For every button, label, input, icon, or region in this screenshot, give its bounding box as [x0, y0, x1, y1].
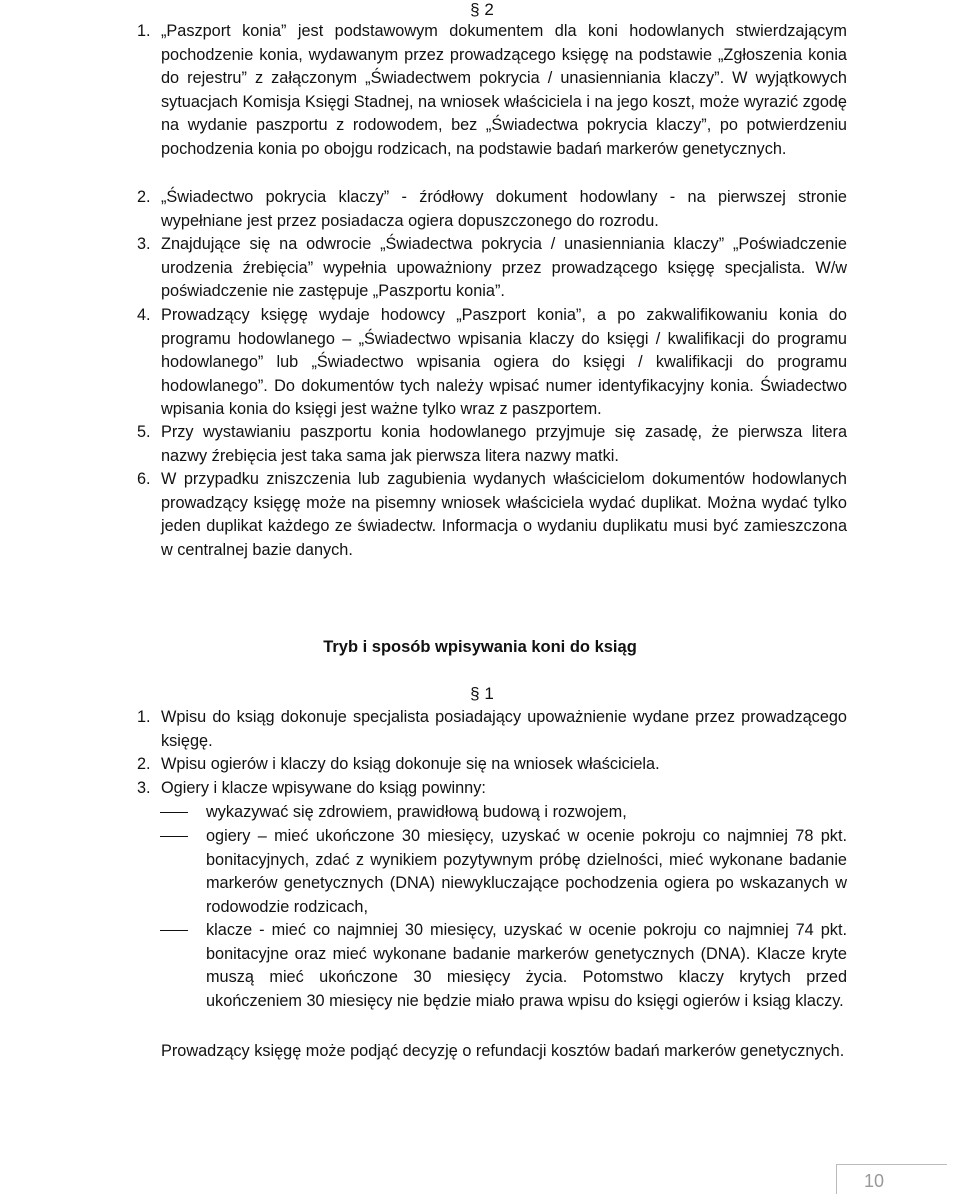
dash-list-item-2: [160, 825, 847, 919]
dash-bullet-icon: [160, 836, 188, 837]
rule-item-2: [137, 753, 847, 777]
rule-item-1: [137, 706, 847, 753]
paragraph-item-1: [137, 20, 847, 161]
closing-paragraph: Prowadzący księgę może podjąć decyzję o refundacji kosztów badań markerów genetycznych.: [161, 1042, 845, 1060]
section-mark-1: § 1: [470, 684, 494, 703]
item-text: Ogiery i klacze wpisywane do ksiąg powinny:: [161, 779, 486, 797]
dash-list-item-1: [160, 801, 847, 825]
item-text: Znajdujące się na odwrocie „Świadectwa pokrycia / unasienniania klaczy” „Poświadczenie urodzenia źrebięcia” wypełnia upoważniony przez prowadzącego księgę specjalista. W/w poświadczenie nie zastępuje „Paszportu konia”.: [161, 235, 847, 300]
item-number: 1.: [137, 22, 151, 40]
item-number: 3.: [137, 235, 151, 253]
item-text: „Paszport konia” jest podstawowym dokumentem dla koni hodowlanych stwierdzającym pochodzenie konia, wydawanym przez prowadzącego księgę na podstawie „Zgłoszenia konia do rejestru” z załączonym „Świadectwem pokrycia / unasienniania klaczy”. W wyjątkowych sytuacjach Komisja Księgi Stadnej, na wniosek właściciela i na jego koszt, może wyrazić zgodę na wydanie paszportu z rodowodem, bez „Świadectwa pokrycia klaczy”, po potwierdzeniu pochodzenia konia po obojgu rodzicach, na podstawie badań markerów genetycznych.: [161, 22, 847, 158]
paragraph-item-2: [137, 186, 847, 233]
paragraph-item-3: [137, 233, 847, 304]
item-number: 1.: [137, 708, 151, 726]
dash-item-text: wykazywać się zdrowiem, prawidłową budową i rozwojem,: [206, 803, 627, 821]
item-number: 2.: [137, 188, 151, 206]
item-text: Przy wystawianiu paszportu konia hodowlanego przyjmuje się zasadę, że pierwsza litera nazwy źrebięcia jest taka sama jak pierwsza litera nazwy matki.: [161, 423, 847, 465]
section-heading: Tryb i sposób wpisywania koni do ksiąg: [323, 638, 637, 656]
item-text: Wpisu ogierów i klaczy do ksiąg dokonuje się na wniosek właściciela.: [161, 755, 660, 773]
item-number: 3.: [137, 779, 151, 797]
paragraph-item-4: [137, 304, 847, 422]
item-text: Wpisu do ksiąg dokonuje specjalista posiadający upoważnienie wydane przez prowadzącego księgę.: [161, 708, 847, 750]
item-text: „Świadectwo pokrycia klaczy” - źródłowy dokument hodowlany - na pierwszej stronie wypełniane jest przez posiadacza ogiera dopuszczonego do rozrodu.: [161, 188, 847, 230]
item-number: 2.: [137, 755, 151, 773]
page-number-box: [836, 1164, 947, 1194]
paragraph-item-6: [137, 468, 847, 562]
page-number: 10: [863, 1171, 885, 1191]
dash-item-text: ogiery – mieć ukończone 30 miesięcy, uzyskać w ocenie pokroju co najmniej 78 pkt. bonitacyjnych, zdać z wynikiem pozytywnym próbę dzielności, mieć wykonane badanie markerów genetycznych (DNA) niewykluczające pochodzenia ogiera po wskazanych w rodowodzie rodzicach,: [206, 827, 847, 916]
item-text: Prowadzący księgę wydaje hodowcy „Paszport konia”, a po zakwalifikowaniu konia do programu hodowlanego – „Świadectwo wpisania klaczy do księgi / kwalifikacji do programu hodowlanego” lub „Świadectwo wpisania ogiera do księgi / kwalifikacji do programu hodowlanego”. Do dokumentów tych należy wpisać numer identyfikacyjny konia. Świadectwo wpisania konia do księgi jest ważne tylko wraz z paszportem.: [161, 306, 847, 418]
paragraph-item-5: [137, 421, 847, 468]
dash-bullet-icon: [160, 930, 188, 931]
item-number: 6.: [137, 470, 151, 488]
rule-item-3: [137, 777, 847, 801]
item-text: W przypadku zniszczenia lub zagubienia wydanych właścicielom dokumentów hodowlanych prowadzący księgę może na pisemny wniosek właściciela wydać duplikat. Można wydać tylko jeden duplikat każdego ze świadectw. Informacja o wydaniu duplikatu musi być zamieszczona w centralnej bazie danych.: [161, 470, 847, 559]
item-number: 5.: [137, 423, 151, 441]
section-mark-2: § 2: [470, 0, 494, 19]
dash-list-item-3: [160, 919, 847, 1013]
item-number: 4.: [137, 306, 151, 324]
dash-item-text: klacze - mieć co najmniej 30 miesięcy, uzyskać w ocenie pokroju co najmniej 74 pkt. bonitacyjne oraz mieć wykonane badanie markerów genetycznych (DNA). Klacze kryte muszą mieć ukończone 30 miesięcy życia. Potomstwo klaczy krytych przed ukończeniem 30 miesięcy nie będzie miało prawa wpisu do księgi ogierów i ksiąg klaczy.: [206, 921, 847, 1010]
dash-bullet-icon: [160, 812, 188, 813]
